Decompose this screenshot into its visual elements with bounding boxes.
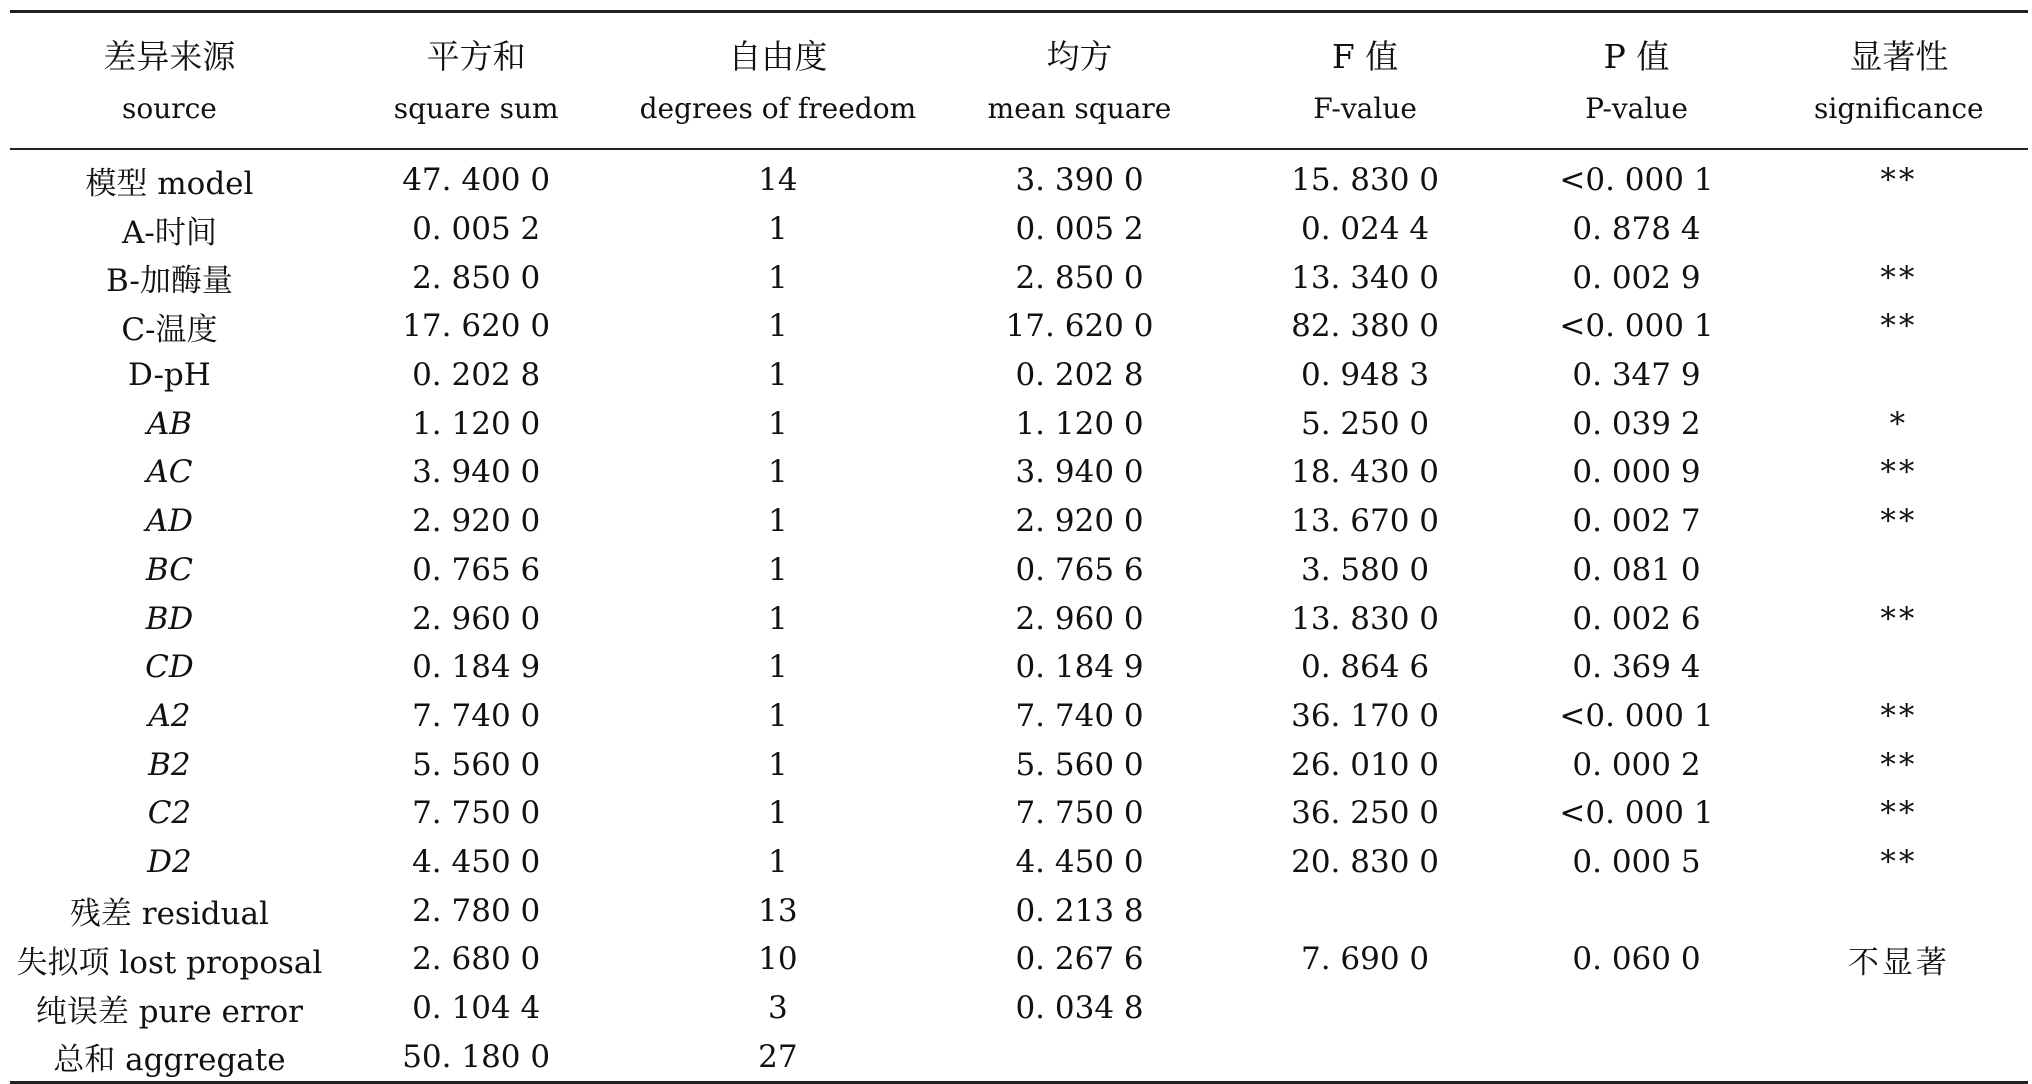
p-value-cell: 0. 369 4 [1572,649,1701,686]
df-cell: 1 [767,454,788,491]
significance-cell: ** [1880,503,1918,540]
header-f-value-en: F-value [1227,79,1503,149]
p-value-cell: 0. 000 2 [1572,746,1701,783]
significance-cell [1770,546,2028,595]
header-square-sum-en: square sum [329,79,624,149]
mean-square-cell: 4. 450 0 [1015,843,1144,880]
square-sum-cell: 4. 450 0 [412,843,541,880]
f-value-cell [1227,984,1503,1033]
source-cell: C2 [147,795,192,832]
source-cell: 残差 residual [69,896,269,933]
source-cell: 模型 model [85,165,254,202]
significance-cell: ** [1880,162,1918,199]
mean-square-cell: 1. 120 0 [1015,405,1144,442]
df-cell: 1 [767,259,788,296]
mean-square-cell: 0. 202 8 [1015,357,1144,394]
header-row-english [10,79,2028,149]
table-row [10,497,2028,546]
df-cell: 13 [758,892,798,929]
source-cell: AB [146,405,192,442]
table-row [10,205,2028,254]
source-cell: 纯误差 pure error [35,993,303,1030]
source-cell: 失拟项 lost proposal [16,944,323,981]
table-row [10,399,2028,448]
df-cell: 1 [767,357,788,394]
df-cell: 10 [758,941,798,978]
table-row [10,594,2028,643]
f-value-cell: 13. 670 0 [1291,503,1440,540]
source-cell: A2 [148,697,191,734]
mean-square-cell: 7. 740 0 [1015,697,1144,734]
table-row [10,1032,2028,1082]
mean-square-cell: 0. 213 8 [1015,892,1144,929]
table-row [10,789,2028,838]
source-cell: BC [145,551,193,588]
p-value-cell [1503,886,1769,935]
square-sum-cell: 7. 750 0 [412,795,541,832]
significance-cell: 不显著 [1847,944,1950,981]
p-value-cell: 0. 347 9 [1572,357,1701,394]
header-df-en: degrees of freedom [623,79,932,149]
p-value-cell: 0. 002 7 [1572,503,1701,540]
significance-cell: ** [1880,454,1918,491]
square-sum-cell: 47. 400 0 [402,162,551,199]
source-cell: A-时间 [121,214,217,251]
p-value-cell: 0. 002 6 [1572,600,1701,637]
df-cell: 14 [758,162,798,199]
source-cell: BD [145,600,194,637]
square-sum-cell: 50. 180 0 [329,1032,624,1082]
header-source-en: source [10,79,329,149]
anova-table-container [10,10,2028,1084]
p-value-cell: 0. 000 5 [1572,843,1701,880]
df-cell: 27 [623,1032,932,1082]
square-sum-cell: 0. 765 6 [412,551,541,588]
table-row [10,351,2028,400]
square-sum-cell: 7. 740 0 [412,697,541,734]
significance-cell [1770,886,2028,935]
significance-cell: ** [1880,600,1918,637]
mean-square-cell: 0. 184 9 [1015,649,1144,686]
anova-table [10,10,2028,1084]
square-sum-cell: 17. 620 0 [402,308,551,345]
df-cell: 1 [767,697,788,734]
header-mean-square-cn: 均方 [1046,37,1113,76]
f-value-cell: 7. 690 0 [1300,941,1430,978]
df-cell: 1 [767,746,788,783]
f-value-cell: 5. 250 0 [1300,405,1430,442]
header-significance-cn: 显著性 [1849,37,1949,76]
f-value-cell [1227,1032,1503,1082]
mean-square-cell: 2. 850 0 [1015,259,1144,296]
df-cell: 1 [767,211,788,248]
significance-cell [1770,351,2028,400]
mean-square-cell: 7. 750 0 [1015,795,1144,832]
mean-square-cell [932,1032,1227,1082]
p-value-cell [1503,984,1769,1033]
table-row [10,984,2028,1033]
significance-cell: ** [1880,697,1918,734]
table-row [10,149,2028,205]
mean-square-cell: 0. 034 8 [1015,990,1144,1027]
mean-square-cell: 0. 765 6 [1015,551,1144,588]
df-cell: 1 [767,600,788,637]
header-row-chinese [10,12,2028,80]
significance-cell: ** [1880,795,1918,832]
header-square-sum-cn: 平方和 [426,37,526,76]
f-value-cell: 0. 024 4 [1300,211,1430,248]
table-row [10,253,2028,302]
significance-cell [1770,205,2028,254]
square-sum-cell: 2. 850 0 [412,259,541,296]
significance-cell: ** [1880,308,1918,345]
p-value-cell: <0. 000 1 [1559,697,1714,734]
significance-cell: ** [1880,843,1918,880]
table-row [10,692,2028,741]
source-cell: D-pH [128,357,211,394]
df-cell: 1 [767,795,788,832]
source-cell: CD [145,649,194,686]
source-cell: 总和 aggregate [10,1032,329,1082]
df-cell: 1 [767,405,788,442]
mean-square-cell: 2. 920 0 [1015,503,1144,540]
mean-square-cell: 0. 005 2 [1015,211,1144,248]
p-value-cell [1503,1032,1769,1082]
f-value-cell: 36. 250 0 [1291,795,1440,832]
p-value-cell: <0. 000 1 [1559,795,1714,832]
square-sum-cell: 5. 560 0 [412,746,541,783]
table-row [10,838,2028,887]
f-value-cell: 13. 830 0 [1291,600,1440,637]
square-sum-cell: 1. 120 0 [412,405,541,442]
square-sum-cell: 2. 680 0 [412,941,541,978]
table-row [10,448,2028,497]
source-cell: D2 [147,843,192,880]
source-cell: AD [145,503,194,540]
source-cell: C-温度 [121,311,218,348]
source-cell: B-加酶量 [106,263,233,300]
header-f-value-cn: F 值 [1331,37,1399,76]
square-sum-cell: 0. 104 4 [412,990,541,1027]
header-significance-en: significance [1770,79,2028,149]
table-header [10,12,2028,150]
header-p-value-en: P-value [1503,79,1769,149]
f-value-cell: 0. 864 6 [1300,649,1430,686]
square-sum-cell: 2. 920 0 [412,503,541,540]
table-row [10,886,2028,935]
header-p-value-cn: P 值 [1603,37,1670,76]
f-value-cell: 13. 340 0 [1291,259,1440,296]
f-value-cell [1227,886,1503,935]
mean-square-cell: 17. 620 0 [1005,308,1154,345]
df-cell: 1 [767,649,788,686]
table-row [10,740,2028,789]
mean-square-cell: 3. 390 0 [1015,162,1144,199]
f-value-cell: 15. 830 0 [1291,162,1440,199]
f-value-cell: 36. 170 0 [1291,697,1440,734]
square-sum-cell: 2. 780 0 [412,892,541,929]
mean-square-cell: 3. 940 0 [1015,454,1144,491]
mean-square-cell: 5. 560 0 [1015,746,1144,783]
df-cell: 1 [767,551,788,588]
source-cell: B2 [148,746,191,783]
f-value-cell: 26. 010 0 [1291,746,1440,783]
p-value-cell: 0. 000 9 [1572,454,1701,491]
table-row [10,302,2028,351]
significance-cell: ** [1880,746,1918,783]
square-sum-cell: 0. 184 9 [412,649,541,686]
significance-cell [1770,643,2028,692]
df-cell: 1 [767,843,788,880]
df-cell: 1 [767,308,788,345]
f-value-cell: 18. 430 0 [1291,454,1440,491]
df-cell: 3 [767,990,788,1027]
p-value-cell: 0. 002 9 [1572,259,1701,296]
mean-square-cell: 2. 960 0 [1015,600,1144,637]
source-cell: AC [146,454,193,491]
significance-cell [1770,1032,2028,1082]
header-mean-square-en: mean square [932,79,1227,149]
table-body [10,149,2028,1083]
table-row [10,643,2028,692]
p-value-cell: 0. 081 0 [1572,551,1701,588]
square-sum-cell: 3. 940 0 [412,454,541,491]
p-value-cell: 0. 878 4 [1572,211,1701,248]
mean-square-cell: 0. 267 6 [1015,941,1144,978]
p-value-cell: 0. 060 0 [1572,941,1701,978]
f-value-cell: 82. 380 0 [1291,308,1440,345]
header-df-cn: 自由度 [728,37,828,76]
f-value-cell: 20. 830 0 [1291,843,1440,880]
table-row [10,546,2028,595]
p-value-cell: 0. 039 2 [1572,405,1701,442]
significance-cell [1770,984,2028,1033]
p-value-cell: <0. 000 1 [1559,308,1714,345]
f-value-cell: 3. 580 0 [1300,551,1430,588]
df-cell: 1 [767,503,788,540]
square-sum-cell: 0. 005 2 [412,211,541,248]
significance-cell: ** [1880,259,1918,296]
table-row [10,935,2028,984]
f-value-cell: 0. 948 3 [1300,357,1430,394]
header-source-cn: 差异来源 [103,37,236,76]
significance-cell: * [1889,405,1909,442]
square-sum-cell: 2. 960 0 [412,600,541,637]
square-sum-cell: 0. 202 8 [412,357,541,394]
p-value-cell: <0. 000 1 [1559,162,1714,199]
